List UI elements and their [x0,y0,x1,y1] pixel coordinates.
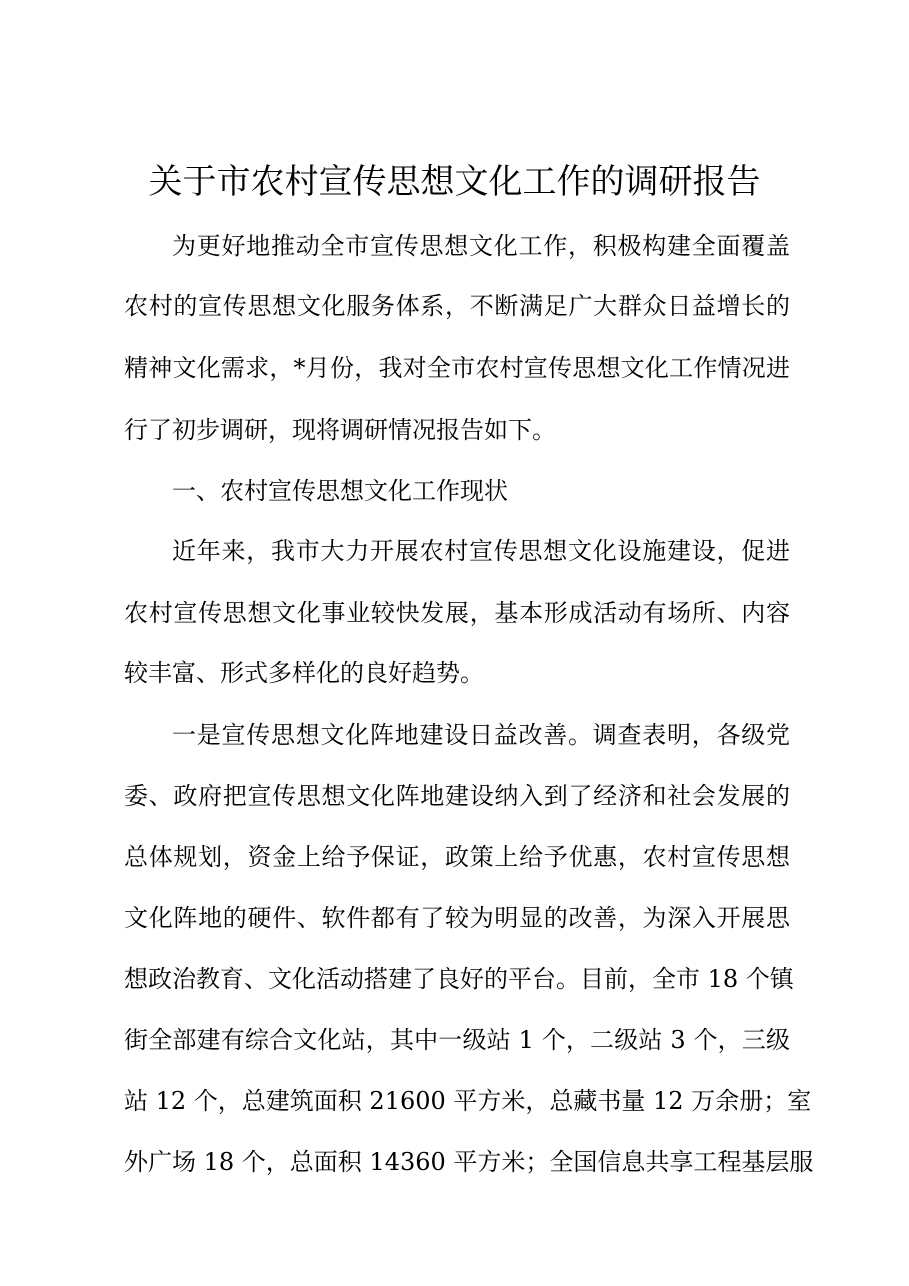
paragraph-line: 农村宣传思想文化事业较快发展，基本形成活动有场所、内容 [124,599,790,627]
paragraph-line: 精神文化需求，*月份，我对全市农村宣传思想文化工作情况进 [124,354,790,382]
paragraph-line: 外广场 18 个，总面积 14360 平方米；全国信息共享工程基层服 [124,1148,814,1176]
paragraph-line: 一是宣传思想文化阵地建设日益改善。调查表明，各级党 [172,721,790,749]
paragraph-line: 农村的宣传思想文化服务体系，不断满足广大群众日益增长的 [124,292,790,320]
document-title: 关于市农村宣传思想文化工作的调研报告 [148,162,761,202]
paragraph-line: 街全部建有综合文化站，其中一级站 1 个，二级站 3 个，三级 [124,1026,790,1054]
paragraph-line: 站 12 个，总建筑面积 21600 平方米，总藏书量 12 万余册；室 [124,1087,812,1115]
paragraph-line: 近年来，我市大力开展农村宣传思想文化设施建设，促进 [172,537,790,565]
paragraph-line: 行了初步调研，现将调研情况报告如下。 [124,416,556,444]
paragraph-line: 想政治教育、文化活动搭建了良好的平台。目前，全市 18 个镇 [124,965,794,993]
paragraph-line: 为更好地推动全市宣传思想文化工作，积极构建全面覆盖 [172,232,790,260]
paragraph-line: 较丰富、形式多样化的良好趋势。 [124,659,484,687]
paragraph-line: 总体规划，资金上给予保证，政策上给予优惠，农村宣传思想 [124,843,790,871]
section-heading: 一、农村宣传思想文化工作现状 [172,477,508,505]
paragraph-line: 委、政府把宣传思想文化阵地建设纳入到了经济和社会发展的 [124,782,790,810]
paragraph-line: 文化阵地的硬件、软件都有了较为明显的改善，为深入开展思 [124,904,790,932]
